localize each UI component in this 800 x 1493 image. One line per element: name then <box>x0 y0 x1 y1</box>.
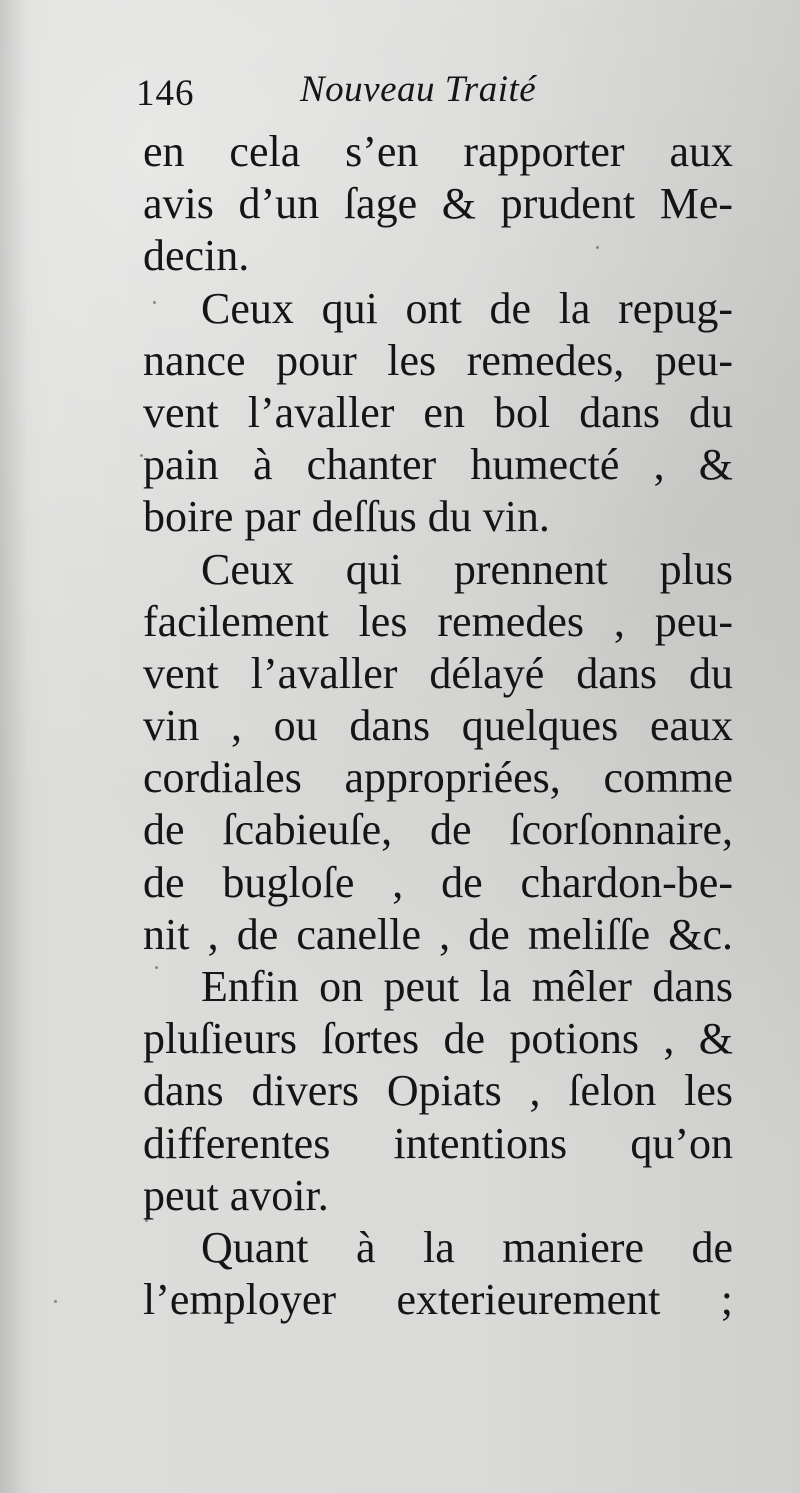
text-line-2: avis d’un ſage & prudent Me- <box>143 179 733 229</box>
text-line-7: pain à chanter humecté , & <box>143 440 733 490</box>
text-line-10: facilement les remedes , peu- <box>143 596 733 646</box>
text-line-3: decin. <box>143 231 250 281</box>
text-line-17: Enfin on peut la mêler dans <box>201 962 733 1011</box>
text-line-1: en cela s’en rapporter aux <box>143 127 733 176</box>
text-line-21: peut avoir. <box>143 1170 329 1220</box>
paper-speck <box>140 454 143 457</box>
body-text <box>143 126 733 1326</box>
text-line-5: nance pour les remedes, peu- <box>143 335 733 385</box>
paper-speck <box>155 966 158 969</box>
text-line-22: Quant à la maniere de <box>201 1222 733 1272</box>
text-line-11: vent l’avaller délayé dans du <box>143 648 733 698</box>
text-line-15: de bugloſe , de chardon-be- <box>143 857 733 907</box>
text-line-12: vin , ou dans quelques eaux <box>143 701 733 751</box>
paper-speck <box>596 246 599 249</box>
text-line-16: nit , de canelle , de meliſſe &c. <box>143 909 733 959</box>
paper-speck <box>153 301 156 304</box>
text-line-19: dans divers Opiats , ſelon les <box>143 1066 733 1116</box>
text-line-20: differentes intentions qu’on <box>143 1118 733 1168</box>
text-line-14: de ſcabieuſe, de ſcorſonnaire, <box>143 805 733 855</box>
page-number: 146 <box>136 73 195 114</box>
text-line-13: cordiales appropriées, comme <box>143 753 733 803</box>
page-gutter-shadow <box>0 0 28 1493</box>
text-line-4: Ceux qui ont de la repug- <box>201 283 733 333</box>
text-line-18: pluſieurs ſortes de potions , & <box>143 1014 733 1064</box>
paper-speck <box>54 1300 57 1303</box>
running-title: Nouveau Traité <box>300 69 537 110</box>
paper-speck <box>145 1219 148 1222</box>
text-line-9: Ceux qui prennent plus <box>201 544 733 594</box>
page-header <box>136 68 696 118</box>
text-line-8: boire par deſſus du vin. <box>143 492 550 542</box>
text-line-6: vent l’avaller en bol dans du <box>143 387 733 437</box>
text-line-23: l’employer exterieurement ; <box>143 1275 733 1325</box>
